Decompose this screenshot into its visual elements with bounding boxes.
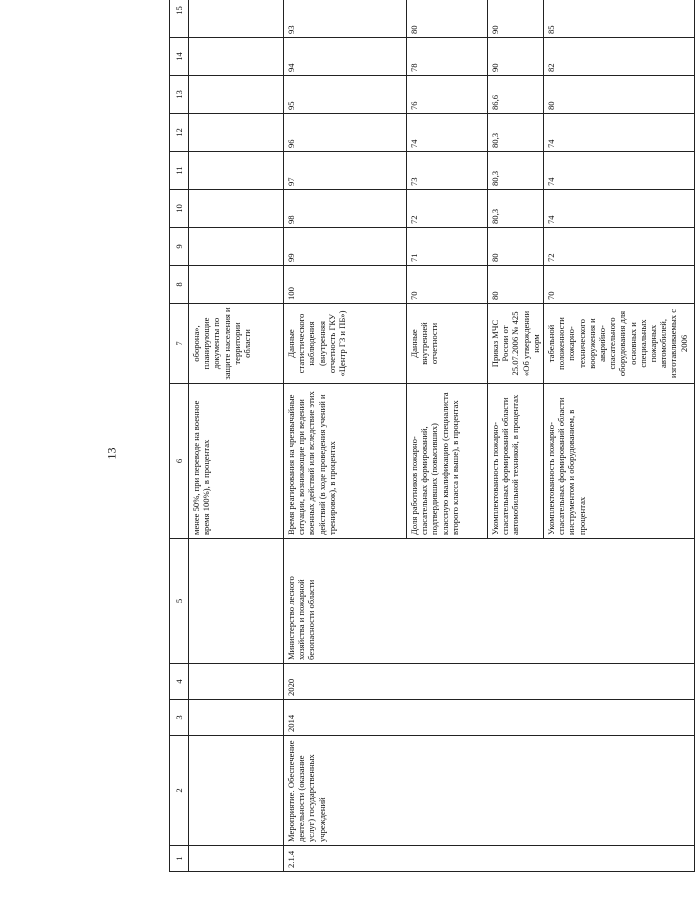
value-cell: 97: [284, 152, 407, 190]
value-cell: 85: [544, 0, 695, 38]
indicator-source: табельной положенности пожарно-технического вооружения и аварийно-спасательного оборудования для основных и специальных пожарных автомобилей, изготавливаемых с 2006: [544, 304, 695, 384]
value-cell: 80: [488, 266, 544, 304]
table-row: [284, 0, 407, 872]
indicator-name: Доля работников пожарно-спасательных формирований, подтвердивших (повысивших) классную квалификацию (специалиста второго класса и выше), в процентах: [407, 384, 488, 539]
value-cell: 73: [407, 152, 488, 190]
col-header: 6: [170, 384, 189, 539]
indicator-source: оборона», планирующие документы по защите населения и территории области: [189, 304, 284, 384]
col-header: 4: [170, 664, 189, 700]
value-cell: 96: [284, 114, 407, 152]
value-cell: 93: [284, 0, 407, 38]
indicator-source: Данные внутренней отчетности: [407, 304, 488, 384]
value-cell: 86,6: [488, 76, 544, 114]
value-cell: 80: [544, 76, 695, 114]
executor: Министерство лесного хозяйства и пожарной безопасности области: [284, 539, 695, 664]
value-cell: 98: [284, 190, 407, 228]
value-cell: 90: [488, 0, 544, 38]
value-cell: 74: [544, 114, 695, 152]
value-cell: 80,3: [488, 114, 544, 152]
col-header: 14: [170, 38, 189, 76]
value-cell: 80: [488, 228, 544, 266]
value-cell: 76: [407, 76, 488, 114]
value-cell: 99: [284, 228, 407, 266]
indicator-source: Приказ МЧС России от 25.07.2006 № 425 «Об утверждении норм: [488, 304, 544, 384]
col-header: 2: [170, 736, 189, 846]
value-cell: 80,3: [488, 190, 544, 228]
col-header: 15: [170, 0, 189, 38]
value-cell: 78: [407, 38, 488, 76]
col-header: 3: [170, 700, 189, 736]
value-cell: 90: [488, 38, 544, 76]
col-header: 11: [170, 152, 189, 190]
table-row-continuation: [189, 0, 284, 872]
indicator-source: Данные статистического наблюдения (внутренняя отчетность ГКУ «Центр ГЗ и ПБ»): [284, 304, 407, 384]
col-header: 13: [170, 76, 189, 114]
value-cell: 71: [407, 228, 488, 266]
rotated-table-wrapper: [169, 6, 695, 872]
value-cell: 95: [284, 76, 407, 114]
indicator-name: Время реагирования на чрезвычайные ситуации, возникающие при ведении военных действий или вследствие этих действий (в ходе проведения учений и тренировок), в процентах: [284, 384, 407, 539]
value-cell: 70: [407, 266, 488, 304]
indicator-name: Укомплектованность пожарно-спасательных формирований области автомобильной техникой, в процентах: [488, 384, 544, 539]
header-row: [170, 0, 189, 872]
col-header: 7: [170, 304, 189, 384]
start-year: 2014: [284, 700, 695, 736]
value-cell: 82: [544, 38, 695, 76]
value-cell: 80: [407, 0, 488, 38]
value-cell: 80,3: [488, 152, 544, 190]
col-header: 10: [170, 190, 189, 228]
value-cell: 100: [284, 266, 407, 304]
col-header: 8: [170, 266, 189, 304]
col-header: 5: [170, 539, 189, 664]
value-cell: 72: [407, 190, 488, 228]
col-header: 1: [170, 846, 189, 872]
value-cell: 74: [544, 152, 695, 190]
value-cell: 70: [544, 266, 695, 304]
page-number: 13: [104, 447, 119, 460]
value-cell: 72: [544, 228, 695, 266]
measure-name: Мероприятие. Обеспечение деятельности (оказание услуг) государственных учреждений: [284, 736, 695, 846]
indicator-name: менее 50%, при переводе на военное время 100%), в процентах: [189, 384, 284, 539]
value-cell: 94: [284, 38, 407, 76]
row-number: 2.1.4: [284, 846, 695, 872]
end-year: 2020: [284, 664, 695, 700]
value-cell: 74: [544, 190, 695, 228]
indicator-name: Укомплектованность пожарно-спасательных формирований области инструментом и оборудованием, в процентах: [544, 384, 695, 539]
col-header: 12: [170, 114, 189, 152]
indicator-table: [169, 0, 695, 872]
value-cell: 74: [407, 114, 488, 152]
col-header: 9: [170, 228, 189, 266]
